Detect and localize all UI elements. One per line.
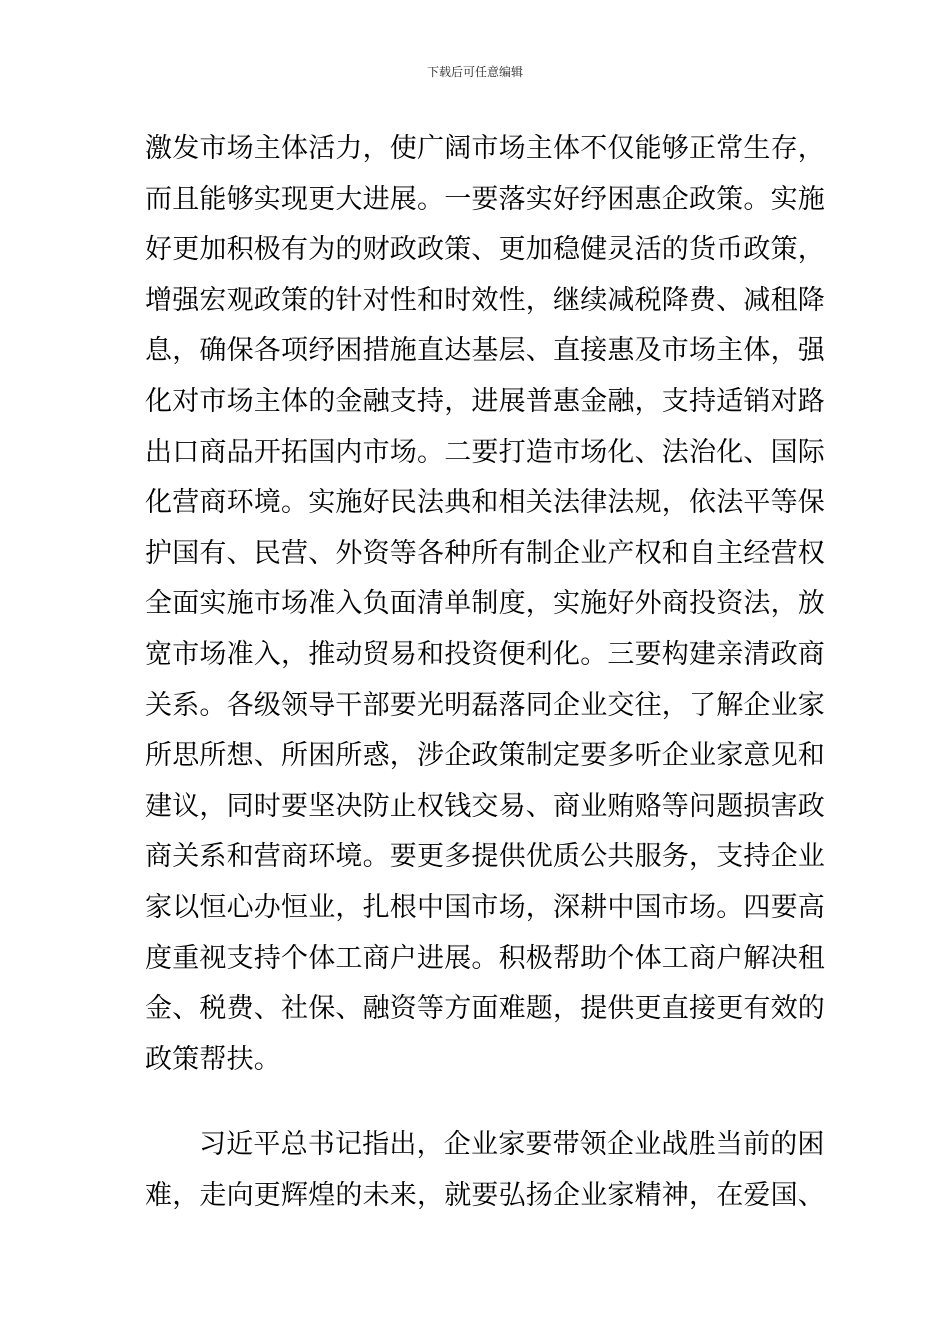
text-line: 建议，同时要坚决防止权钱交易、商业贿赂等问题损害政: [145, 790, 825, 822]
text-line: 好更加积极有为的财政政策、更加稳健灵活的货币政策，: [145, 234, 825, 266]
paragraph-2: [145, 1120, 825, 1221]
text-line: 难，走向更辉煌的未来，就要弘扬企业家精神，在爱国、: [145, 1179, 825, 1211]
text-line-indented: 习近平总书记指出，企业家要带领企业战胜当前的困: [199, 1129, 825, 1160]
text-line: 所思所想、所困所惑，涉企政策制定要多听企业家意见和: [145, 740, 825, 772]
text-line: 全面实施市场准入负面清单制度，实施好外商投资法，放: [145, 588, 825, 620]
text-line: 度重视支持个体工商户进展。积极帮助个体工商户解决租: [145, 942, 825, 974]
paragraph-1: [145, 124, 825, 1085]
text-line: 而且能够实现更大进展。一要落实好纾困惠企政策。实施: [145, 183, 825, 215]
text-line: 家以恒心办恒业，扎根中国市场，深耕中国市场。四要高: [145, 891, 825, 923]
text-line: 激发市场主体活力，使广阔市场主体不仅能够正常生存，: [145, 133, 825, 164]
text-line: 化营商环境。实施好民法典和相关法律法规，依法平等保: [145, 487, 825, 519]
text-line: 商关系和营商环境。要更多提供优质公共服务，支持企业: [145, 841, 825, 873]
text-line: 护国有、民营、外资等各种所有制企业产权和自主经营权: [145, 537, 825, 569]
text-line: 政策帮扶。: [145, 1043, 281, 1075]
text-line: 息，确保各项纾困措施直达基层、直接惠及市场主体，强: [145, 335, 825, 367]
text-line: 宽市场准入，推动贸易和投资便利化。三要构建亲清政商: [145, 638, 825, 670]
text-line: 出口商品开拓国内市场。二要打造市场化、法治化、国际: [145, 436, 825, 468]
text-line: 金、税费、社保、融资等方面难题，提供更直接更有效的: [145, 993, 825, 1025]
text-line: 化对市场主体的金融支持，进展普惠金融，支持适销对路: [145, 385, 825, 417]
text-line: 关系。各级领导干部要光明磊落同企业交往，了解企业家: [145, 689, 825, 721]
page-header-note: 下载后可任意编辑: [426, 65, 523, 79]
text-line: 增强宏观政策的针对性和时效性，继续减税降费、减租降: [145, 284, 825, 316]
